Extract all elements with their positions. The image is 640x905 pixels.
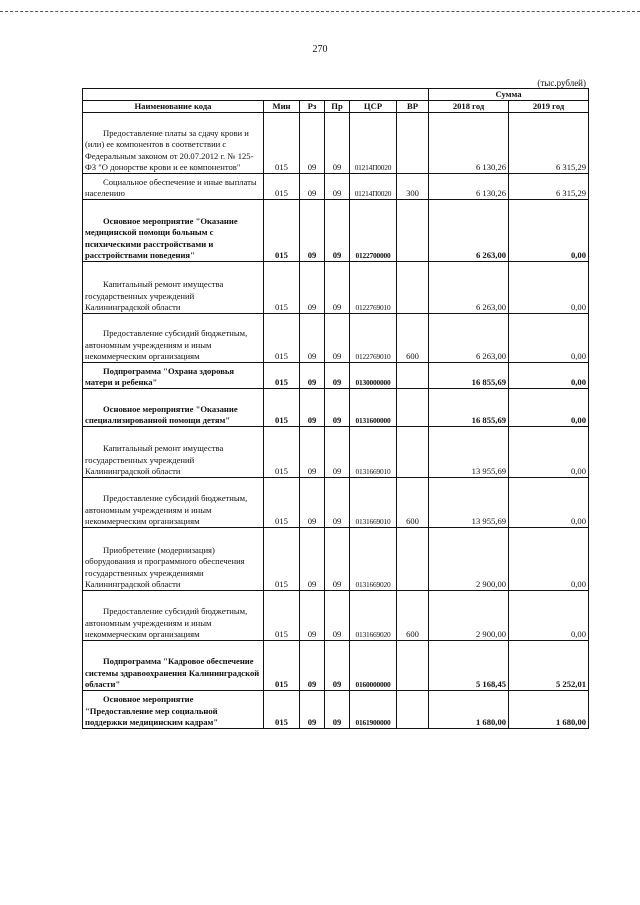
row-min: 015 (264, 427, 300, 478)
row-vr (397, 113, 429, 174)
row-csr: 0131600000 (350, 389, 397, 427)
row-vr: 600 (397, 314, 429, 363)
row-name: Приобретение (модернизация) оборудования и программного обеспечения государственных учреждениями Калининградской области (85, 545, 245, 589)
table-row (83, 591, 589, 641)
row-csr: 0131669010 (350, 427, 397, 478)
row-vr: 300 (397, 174, 429, 200)
row-min: 015 (264, 641, 300, 691)
units-label: (тыс.рублей) (537, 78, 586, 88)
row-rz: 09 (300, 478, 325, 528)
row-rz: 09 (300, 200, 325, 262)
row-2018: 2 900,00 (429, 591, 509, 641)
table-row (83, 427, 589, 478)
row-csr: 0130000000 (350, 363, 397, 389)
row-rz: 09 (300, 427, 325, 478)
row-min: 015 (264, 691, 300, 729)
row-2019: 0,00 (509, 427, 589, 478)
row-min: 015 (264, 528, 300, 591)
row-csr: 0131669010 (350, 478, 397, 528)
row-rz: 09 (300, 641, 325, 691)
table-row (83, 528, 589, 591)
row-2019: 6 315,29 (509, 174, 589, 200)
row-pr: 09 (325, 528, 350, 591)
header-2018: 2018 год (429, 101, 509, 113)
row-name: Социальное обеспечение и иные выплаты населению (85, 176, 257, 198)
row-rz: 09 (300, 591, 325, 641)
header-csr: ЦСР (350, 101, 397, 113)
row-vr: 600 (397, 478, 429, 528)
row-csr: 0122700000 (350, 200, 397, 262)
row-min: 015 (264, 314, 300, 363)
row-rz: 09 (300, 528, 325, 591)
row-2018: 6 130,26 (429, 113, 509, 174)
row-vr (397, 200, 429, 262)
row-rz: 09 (300, 363, 325, 389)
row-2018: 16 855,69 (429, 363, 509, 389)
header-row-1 (83, 89, 589, 101)
row-2018: 6 263,00 (429, 314, 509, 363)
row-pr: 09 (325, 174, 350, 200)
row-pr: 09 (325, 314, 350, 363)
row-csr: 01214П0020 (350, 174, 397, 200)
row-min: 015 (264, 262, 300, 314)
row-pr: 09 (325, 691, 350, 729)
row-name: Предоставление субсидий бюджетным, автономным учреждениям и иным некоммерческим организациям (85, 328, 248, 361)
row-pr: 09 (325, 591, 350, 641)
row-csr: 0161900000 (350, 691, 397, 729)
header-min: Мин (264, 101, 300, 113)
table-row (83, 314, 589, 363)
row-name: Предоставление субсидий бюджетным, автономным учреждениям и иным некоммерческим организациям (85, 606, 248, 639)
row-2019: 0,00 (509, 200, 589, 262)
header-pr: Пр (325, 101, 350, 113)
row-2018: 16 855,69 (429, 389, 509, 427)
row-2019: 0,00 (509, 363, 589, 389)
row-name: Основное мероприятие "Оказание медицинской помощи больным с психическими расстройствами и расстройствами поведения" (85, 216, 238, 260)
row-rz: 09 (300, 262, 325, 314)
page-number: 270 (312, 44, 328, 55)
header-rz: Рз (300, 101, 325, 113)
row-name: Капитальный ремонт имущества государственных учреждений Калининградской области (85, 279, 224, 312)
row-2018: 6 263,00 (429, 200, 509, 262)
row-name: Основное мероприятие "Оказание специализированной помощи детям" (85, 403, 238, 425)
table-row (83, 363, 589, 389)
table-row (83, 200, 589, 262)
row-2018: 6 130,26 (429, 174, 509, 200)
row-csr: 0122769010 (350, 314, 397, 363)
row-min: 015 (264, 389, 300, 427)
row-name: Подпрограмма "Охрана здоровья матери и ребенка" (85, 365, 235, 387)
row-min: 015 (264, 363, 300, 389)
row-2019: 6 315,29 (509, 113, 589, 174)
row-vr (397, 427, 429, 478)
header-blank (83, 89, 429, 101)
row-min: 015 (264, 113, 300, 174)
header-sum: Сумма (429, 89, 589, 101)
row-rz: 09 (300, 314, 325, 363)
row-2018: 5 168,45 (429, 641, 509, 691)
row-rz: 09 (300, 174, 325, 200)
row-pr: 09 (325, 262, 350, 314)
row-name: Подпрограмма "Кадровое обеспечение системы здравоохранения Калининградской области" (85, 656, 260, 689)
row-vr (397, 528, 429, 591)
row-name: Основное мероприятие "Предоставление мер социальной поддержки медицинским кадрам" (85, 694, 219, 727)
row-2019: 5 252,01 (509, 641, 589, 691)
row-2019: 0,00 (509, 389, 589, 427)
row-min: 015 (264, 200, 300, 262)
table-row (83, 174, 589, 200)
row-csr: 0131669020 (350, 528, 397, 591)
table-row (83, 113, 589, 174)
row-rz: 09 (300, 389, 325, 427)
page-top-rule (0, 11, 640, 12)
table-row (83, 641, 589, 691)
row-name: Предоставление платы за сдачу крови и (или) ее компонентов в соответствии с Федеральным законом от 20.07.2012 г. № 125-ФЗ "О донорстве крови и ее компонентов" (85, 128, 254, 172)
header-2019: 2019 год (509, 101, 589, 113)
row-2019: 0,00 (509, 314, 589, 363)
header-name: Наименование кода (83, 101, 264, 113)
header-row-2 (83, 101, 589, 113)
row-2019: 0,00 (509, 591, 589, 641)
row-rz: 09 (300, 113, 325, 174)
table-row (83, 691, 589, 729)
row-csr: 0160000000 (350, 641, 397, 691)
row-vr (397, 691, 429, 729)
row-2018: 1 680,00 (429, 691, 509, 729)
row-2019: 0,00 (509, 262, 589, 314)
row-pr: 09 (325, 200, 350, 262)
row-pr: 09 (325, 427, 350, 478)
table-row (83, 389, 589, 427)
row-vr (397, 389, 429, 427)
row-min: 015 (264, 174, 300, 200)
table-row (83, 478, 589, 528)
row-csr: 0122769010 (350, 262, 397, 314)
row-csr: 0131669020 (350, 591, 397, 641)
row-csr: 01214П0020 (350, 113, 397, 174)
row-vr: 600 (397, 591, 429, 641)
row-name: Предоставление субсидий бюджетным, автономным учреждениям и иным некоммерческим организациям (85, 493, 248, 526)
budget-table (82, 88, 589, 729)
row-name: Капитальный ремонт имущества государственных учреждений Калининградской области (85, 443, 224, 476)
row-vr (397, 641, 429, 691)
row-pr: 09 (325, 478, 350, 528)
row-min: 015 (264, 591, 300, 641)
row-rz: 09 (300, 691, 325, 729)
header-vr: ВР (397, 101, 429, 113)
table-row (83, 262, 589, 314)
row-2018: 13 955,69 (429, 427, 509, 478)
row-vr (397, 262, 429, 314)
row-pr: 09 (325, 389, 350, 427)
row-min: 015 (264, 478, 300, 528)
row-2019: 0,00 (509, 528, 589, 591)
row-pr: 09 (325, 641, 350, 691)
row-pr: 09 (325, 363, 350, 389)
row-2019: 0,00 (509, 478, 589, 528)
row-2019: 1 680,00 (509, 691, 589, 729)
row-pr: 09 (325, 113, 350, 174)
row-2018: 6 263,00 (429, 262, 509, 314)
row-vr (397, 363, 429, 389)
row-2018: 2 900,00 (429, 528, 509, 591)
row-2018: 13 955,69 (429, 478, 509, 528)
